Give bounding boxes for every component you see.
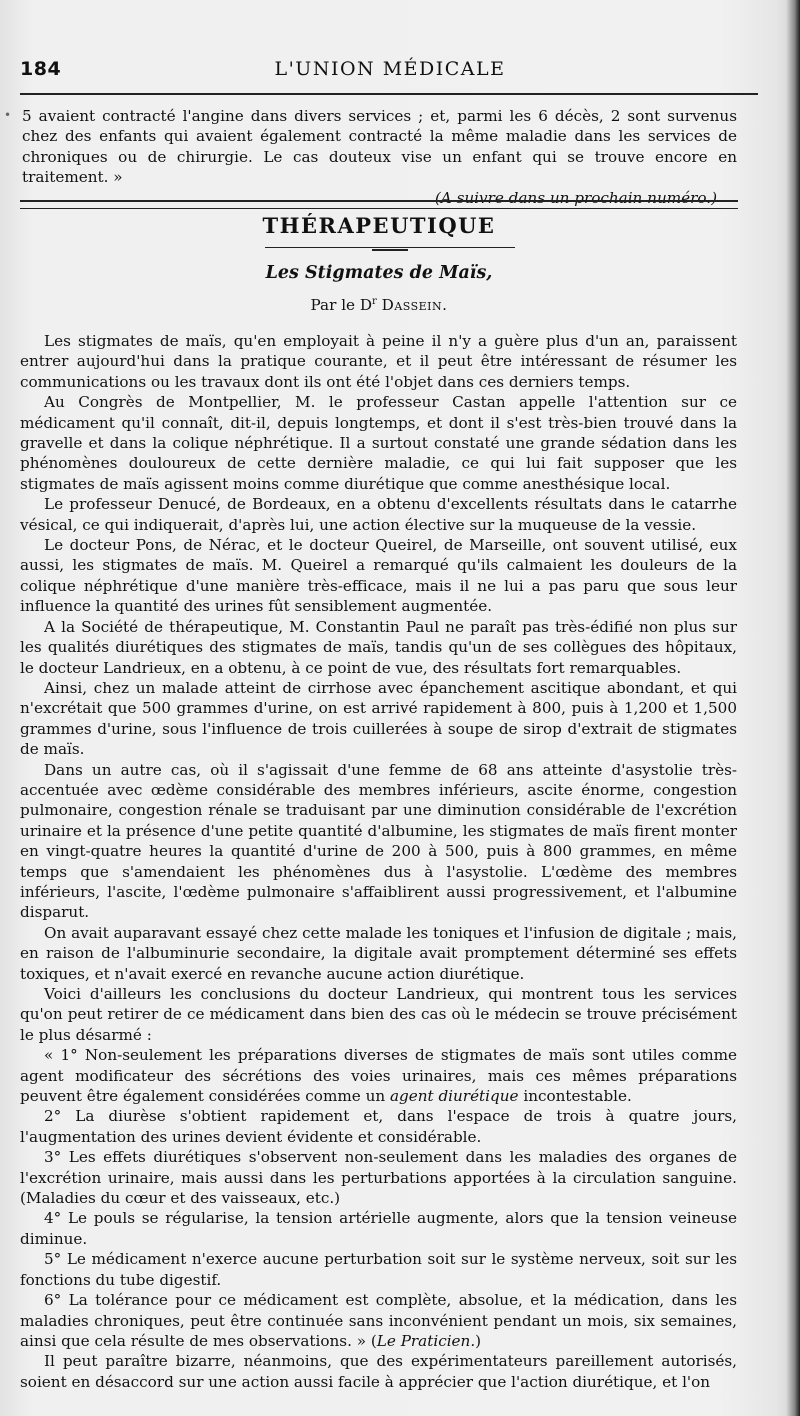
paragraph: A la Société de thérapeutique, M. Constantin Paul ne paraît pas très-édifié non plus sur les qualités diurétiques des stigmates de maïs, tandis qu'un de ses collègues des hôpitaux, le docteur Landrieux, en a obtenu, à ce point de vue, des résultats fort remarquables. [20, 617, 737, 677]
closing-paragraph: Il peut paraître bizarre, néanmoins, que des expérimentateurs pareillement autorisés, soient en désaccord sur une action aussi facile à apprécier que l'action diurétique, et l'on [20, 1352, 737, 1391]
paragraph: On avait auparavant essayé chez cette malade les toniques et l'infusion de digitale ; mais, en raison de l'albuminurie secondaire, la digitale avait promptement déterminé ses effets toxiques, et n'avait exercé en revanche aucune action diurétique. [20, 923, 737, 983]
continuation-text: 5 avaient contracté l'angine dans divers services ; et, parmi les 6 décès, 2 sont survenus chez des enfants qui avaient également contracté la même maladie dans les services de chroniques ou de chirurgie. Le cas douteux vise un enfant qui se trouve encore en traitement. » [22, 107, 737, 187]
article-byline [20, 296, 738, 314]
binding-shadow [786, 0, 800, 1416]
byline-sup: r [372, 296, 377, 307]
conclusion-1-text: « 1° Non-seulement les préparations diverses de stigmates de maïs sont utiles comme agent modificateur des sécrétions des voies urinaires, mais ces mêmes préparations peuvent être également considérées comme un [20, 1046, 737, 1106]
paragraph: Le professeur Denucé, de Bordeaux, en a obtenu d'excellents résultats dans le catarrhe vésical, ce qui indiquerait, d'après lui, une action élective sur la muqueuse de la vessie. [20, 495, 737, 534]
paragraph: Le docteur Pons, de Nérac, et le docteur Queirel, de Marseille, ont souvent utilisé, eux aussi, les stigmates de maïs. M. Queirel a remarqué qu'ils calmaient les douleurs de la colique néphrétique d'une manière très-efficace, mais il ne lui a pas paru que sous leur influence la quantité des urines fût sensiblement augmentée. [20, 536, 737, 616]
paragraph: Les stigmates de maïs, qu'en employait à peine il n'y a guère plus d'un an, paraissent entrer aujourd'hui dans la pratique courante, et il peut être intéressant de résumer les communications ou les travaux dont ils ont été l'objet dans ces derniers temps. [20, 332, 737, 391]
journal-title: L'UNION MÉDICALE [274, 58, 506, 80]
page-number: 184 [20, 58, 62, 80]
conclusion-1-italic: agent diurétique [389, 1087, 519, 1106]
byline-author: Dassein. [381, 296, 448, 315]
paragraph: Au Congrès de Montpellier, M. le professeur Castan appelle l'attention sur ce médicament qu'il connaît, dit-il, depuis longtemps, et dont il s'est très-bien trouvé dans la gravelle et dans la colique néphrétique. Il a surtout constaté une grande sédation dans les phénomènes douloureux de cette dernière maladie, ce qui lui fait supposer que les stigmates de maïs agissent moins comme diurétique que comme anesthésique local. [20, 393, 737, 493]
continuation-block [22, 106, 737, 208]
paragraph: Voici d'ailleurs les conclusions du docteur Landrieux, qui montrent tous les services qu'on peut retirer de ce médicament dans bien des cas où le médecin se trouve précisément le plus désarmé : [20, 985, 737, 1044]
continuation-note: (A suivre dans un prochain numéro.) [434, 188, 717, 207]
conclusion-6-end: ) [475, 1331, 482, 1350]
conclusion-item-6 [20, 1290, 737, 1351]
conclusion-item-5: 5° Le médicament n'exerce aucune perturbation soit sur le système nerveux, soit sur les fonctions du tube digestif. [20, 1250, 737, 1289]
header-rule [20, 93, 758, 95]
section-divider [20, 200, 738, 209]
running-header [20, 58, 760, 86]
paragraph: Dans un autre cas, où il s'agissait d'une femme de 68 ans atteinte d'asystolie très-accentuée avec œdème considérable des membres inférieurs, ascite énorme, congestion pulmonaire, congestion rénale se traduisant par une diminution considérable de l'excrétion urinaire et la présence d'une petite quantité d'albumine, les stigmates de maïs firent monter en vingt-quatre heures la quantité d'urine de 200 à 500, puis à 800 grammes, en même temps que s'amendaient les phénomènes dus à l'asystolie. L'œdème des membres inférieurs, l'ascite, l'œdème pulmonaire s'affaiblirent aussi progressivement, et l'albumine disparut. [20, 760, 737, 922]
conclusion-1-end: incontestable. [518, 1087, 632, 1106]
byline-prefix: Par le D [310, 296, 373, 315]
conclusion-item-1 [20, 1045, 737, 1106]
conclusion-6-text: 6° La tolérance pour ce médicament est complète, absolue, et la médication, dans les maladies chroniques, peut être continuée sans inconvénient pendant un mois, six semaines, ainsi que cela résulte de mes observations. » ( [20, 1291, 737, 1350]
conclusion-6-source: Le Praticien. [376, 1331, 476, 1350]
conclusion-item-4: 4° Le pouls se régularise, la tension artérielle augmente, alors que la tension veineuse diminue. [20, 1209, 737, 1248]
section-title-rule [265, 247, 515, 248]
conclusion-item-3: 3° Les effets diurétiques s'observent non-seulement dans les maladies des organes de l'excrétion urinaire, mais aussi dans les perturbations apportées à la circulation sanguine. (Maladies du cœur et des vaisseaux, etc.) [20, 1148, 737, 1208]
conclusion-item-2: 2° La diurèse s'obtient rapidement et, dans l'espace de trois à quatre jours, l'augmentation des urines devient évidente et considérable. [20, 1107, 737, 1146]
article-body [20, 331, 737, 1392]
section-title-rule-accent [372, 249, 408, 251]
section-title: THÉRAPEUTIQUE [262, 213, 496, 238]
paragraph: Ainsi, chez un malade atteint de cirrhose avec épanchement ascitique abondant, et qui n'excrétait que 500 grammes d'urine, on est arrivé rapidement à 800, puis à 1,200 et 1,500 grammes d'urine, sous l'influence de trois cuillerées à soupe de sirop d'extrait de stigmates de maïs. [20, 678, 737, 759]
margin-mark: • [4, 108, 12, 122]
article-title: Les Stigmates de Maïs, [265, 263, 493, 283]
